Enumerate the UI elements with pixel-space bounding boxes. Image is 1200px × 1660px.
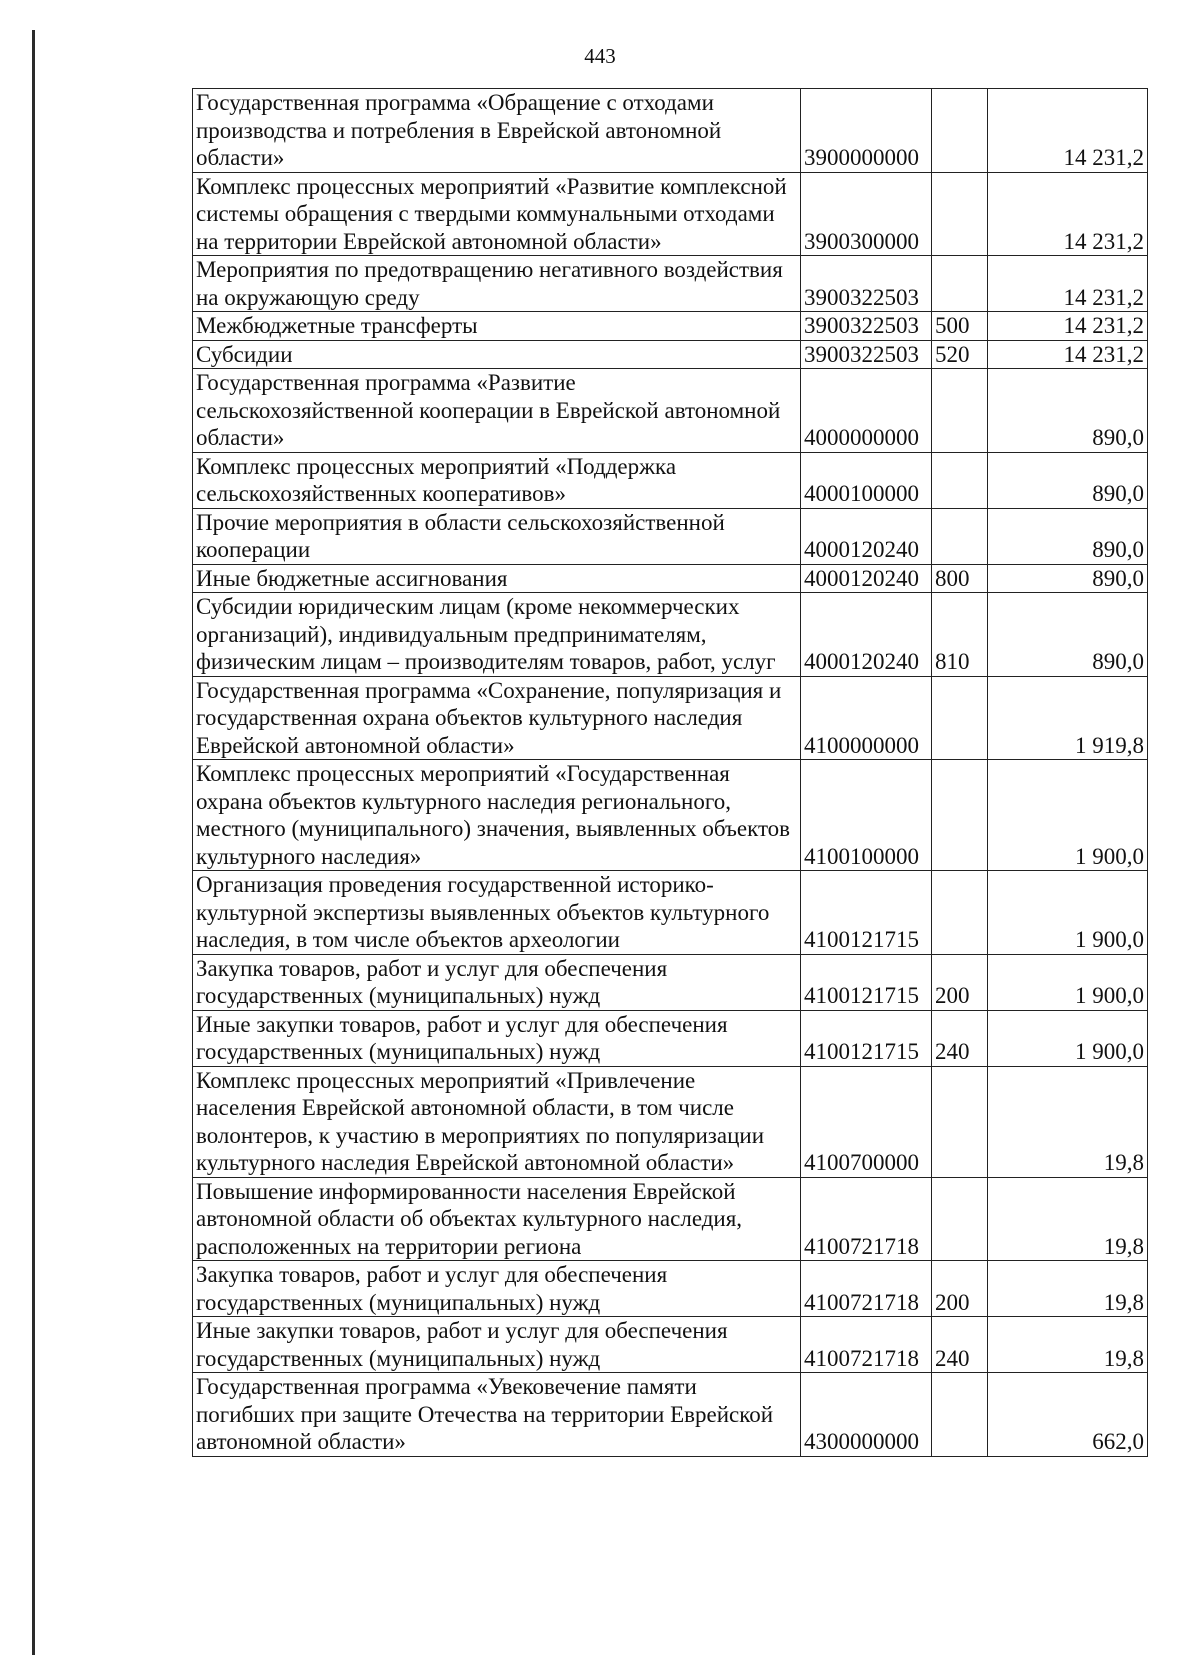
expense-type-code-cell xyxy=(932,508,988,564)
expense-type-code-cell: 500 xyxy=(932,312,988,341)
table-body xyxy=(193,89,1148,1457)
expense-type-code-cell xyxy=(932,676,988,760)
target-article-code-cell: 4100100000 xyxy=(801,760,932,871)
target-article-code-cell: 4100121715 xyxy=(801,871,932,955)
target-article-code-cell: 4100721718 xyxy=(801,1317,932,1373)
expense-name-cell: Иные закупки товаров, работ и услуг для обеспечения государственных (муниципальных) нужд xyxy=(193,1010,801,1066)
table-row xyxy=(193,369,1148,453)
target-article-code-cell: 4100721718 xyxy=(801,1177,932,1261)
expense-type-code-cell: 520 xyxy=(932,340,988,369)
table-row xyxy=(193,1177,1148,1261)
target-article-code-cell: 4000000000 xyxy=(801,369,932,453)
expense-name-cell: Прочие мероприятия в области сельскохозяйственной кооперации xyxy=(193,508,801,564)
expense-type-code-cell xyxy=(932,871,988,955)
expense-type-code-cell: 810 xyxy=(932,593,988,677)
expense-name-cell: Организация проведения государственной историко-культурной экспертизы выявленных объектов культурного наследия, в том числе объектов археологии xyxy=(193,871,801,955)
expense-name-cell: Государственная программа «Увековечение памяти погибших при защите Отечества на территории Еврейской автономной области» xyxy=(193,1373,801,1457)
table-row xyxy=(193,508,1148,564)
expense-type-code-cell xyxy=(932,369,988,453)
expense-name-cell: Государственная программа «Сохранение, популяризация и государственная охрана объектов культурного наследия Еврейской автономной области» xyxy=(193,676,801,760)
target-article-code-cell: 4000120240 xyxy=(801,593,932,677)
expense-type-code-cell: 200 xyxy=(932,954,988,1010)
target-article-code-cell: 4000100000 xyxy=(801,452,932,508)
expense-type-code-cell xyxy=(932,256,988,312)
expense-name-cell: Государственная программа «Развитие сельскохозяйственной кооперации в Еврейской автономной области» xyxy=(193,369,801,453)
amount-cell: 1 900,0 xyxy=(988,760,1148,871)
amount-cell: 14 231,2 xyxy=(988,172,1148,256)
table-row xyxy=(193,1317,1148,1373)
expense-type-code-cell xyxy=(932,1177,988,1261)
page-binding-edge xyxy=(32,30,35,1655)
expense-name-cell: Закупка товаров, работ и услуг для обеспечения государственных (муниципальных) нужд xyxy=(193,1261,801,1317)
table-row xyxy=(193,564,1148,593)
target-article-code-cell: 3900322503 xyxy=(801,340,932,369)
table-row xyxy=(193,340,1148,369)
table-row xyxy=(193,1373,1148,1457)
table-row xyxy=(193,760,1148,871)
amount-cell: 19,8 xyxy=(988,1317,1148,1373)
target-article-code-cell: 4000120240 xyxy=(801,564,932,593)
amount-cell: 1 900,0 xyxy=(988,954,1148,1010)
expense-name-cell: Субсидии юридическим лицам (кроме некоммерческих организаций), индивидуальным предпринимателям, физическим лицам – производителям товаров, работ, услуг xyxy=(193,593,801,677)
expense-type-code-cell: 200 xyxy=(932,1261,988,1317)
amount-cell: 1 900,0 xyxy=(988,871,1148,955)
expense-name-cell: Повышение информированности населения Еврейской автономной области об объектах культурного наследия, расположенных на территории региона xyxy=(193,1177,801,1261)
expense-type-code-cell xyxy=(932,1373,988,1457)
amount-cell: 890,0 xyxy=(988,593,1148,677)
amount-cell: 14 231,2 xyxy=(988,312,1148,341)
table-row xyxy=(193,676,1148,760)
amount-cell: 1 900,0 xyxy=(988,1010,1148,1066)
expense-name-cell: Комплекс процессных мероприятий «Государственная охрана объектов культурного наследия регионального, местного (муниципального) значения, выявленных объектов культурного наследия» xyxy=(193,760,801,871)
target-article-code-cell: 3900300000 xyxy=(801,172,932,256)
amount-cell: 19,8 xyxy=(988,1066,1148,1177)
target-article-code-cell: 4100700000 xyxy=(801,1066,932,1177)
table-row xyxy=(193,256,1148,312)
amount-cell: 14 231,2 xyxy=(988,340,1148,369)
table-row xyxy=(193,172,1148,256)
expense-name-cell: Закупка товаров, работ и услуг для обеспечения государственных (муниципальных) нужд xyxy=(193,954,801,1010)
table-row xyxy=(193,1261,1148,1317)
expense-name-cell: Межбюджетные трансферты xyxy=(193,312,801,341)
amount-cell: 19,8 xyxy=(988,1177,1148,1261)
expense-type-code-cell xyxy=(932,452,988,508)
expense-type-code-cell xyxy=(932,89,988,173)
target-article-code-cell: 3900322503 xyxy=(801,312,932,341)
table-row xyxy=(193,452,1148,508)
table-row xyxy=(193,89,1148,173)
page-number: 443 xyxy=(584,44,616,68)
target-article-code-cell: 4100721718 xyxy=(801,1261,932,1317)
table-row xyxy=(193,1010,1148,1066)
amount-cell: 14 231,2 xyxy=(988,256,1148,312)
target-article-code-cell: 4300000000 xyxy=(801,1373,932,1457)
table-row xyxy=(193,954,1148,1010)
amount-cell: 890,0 xyxy=(988,369,1148,453)
expense-type-code-cell xyxy=(932,172,988,256)
target-article-code-cell: 4100121715 xyxy=(801,1010,932,1066)
amount-cell: 890,0 xyxy=(988,564,1148,593)
expense-name-cell: Комплекс процессных мероприятий «Привлечение населения Еврейской автономной области, в том числе волонтеров, к участию в мероприятиях по популяризации культурного наследия Еврейской автономной области» xyxy=(193,1066,801,1177)
expense-type-code-cell: 240 xyxy=(932,1317,988,1373)
target-article-code-cell: 3900000000 xyxy=(801,89,932,173)
expense-name-cell: Иные бюджетные ассигнования xyxy=(193,564,801,593)
expense-type-code-cell xyxy=(932,760,988,871)
amount-cell: 662,0 xyxy=(988,1373,1148,1457)
table-row xyxy=(193,312,1148,341)
amount-cell: 890,0 xyxy=(988,508,1148,564)
expense-name-cell: Государственная программа «Обращение с отходами производства и потребления в Еврейской автономной области» xyxy=(193,89,801,173)
expense-name-cell: Комплекс процессных мероприятий «Поддержка сельскохозяйственных кооперативов» xyxy=(193,452,801,508)
table-row xyxy=(193,593,1148,677)
table-row xyxy=(193,871,1148,955)
amount-cell: 19,8 xyxy=(988,1261,1148,1317)
table-row xyxy=(193,1066,1148,1177)
expense-name-cell: Субсидии xyxy=(193,340,801,369)
target-article-code-cell: 4100121715 xyxy=(801,954,932,1010)
expense-type-code-cell: 800 xyxy=(932,564,988,593)
budget-allocation-table xyxy=(192,88,1148,1457)
target-article-code-cell: 4100000000 xyxy=(801,676,932,760)
amount-cell: 14 231,2 xyxy=(988,89,1148,173)
expense-name-cell: Иные закупки товаров, работ и услуг для обеспечения государственных (муниципальных) нужд xyxy=(193,1317,801,1373)
target-article-code-cell: 4000120240 xyxy=(801,508,932,564)
amount-cell: 890,0 xyxy=(988,452,1148,508)
amount-cell: 1 919,8 xyxy=(988,676,1148,760)
target-article-code-cell: 3900322503 xyxy=(801,256,932,312)
expense-type-code-cell xyxy=(932,1066,988,1177)
expense-type-code-cell: 240 xyxy=(932,1010,988,1066)
expense-name-cell: Комплекс процессных мероприятий «Развитие комплексной системы обращения с твердыми коммунальными отходами на территории Еврейской автономной области» xyxy=(193,172,801,256)
expense-name-cell: Мероприятия по предотвращению негативного воздействия на окружающую среду xyxy=(193,256,801,312)
